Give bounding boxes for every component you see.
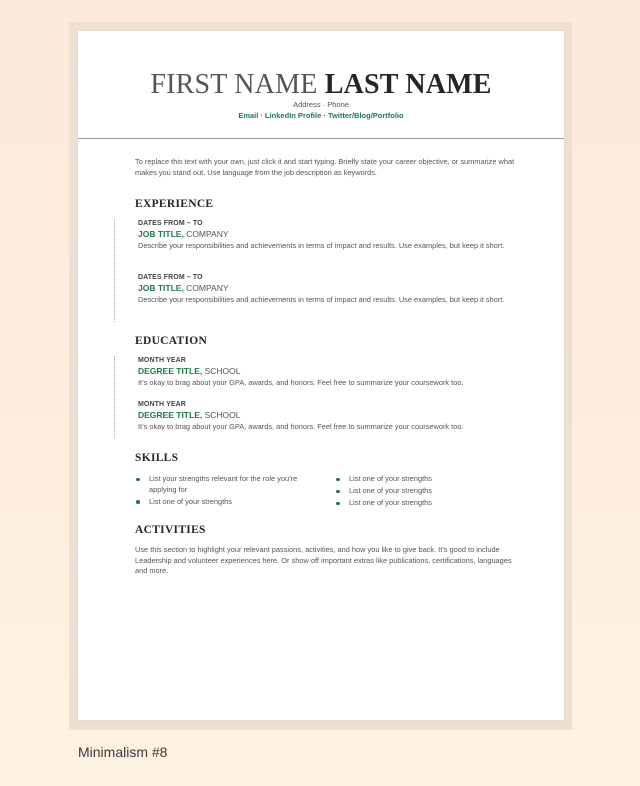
school: SCHOOL: [202, 366, 241, 376]
skills-heading: SKILLS: [135, 452, 179, 464]
entry-description: It’s okay to brag about your GPA, awards, and honors. Feel free to summarize your coursework too.: [138, 378, 464, 387]
entry-description: Describe your responsibilities and achievements in terms of impact and results. Use examples, but keep it short.: [138, 241, 505, 250]
entry-dates: DATES FROM – TO: [138, 274, 203, 281]
education-entry: [138, 401, 518, 433]
skill-item: List one of your strengths: [335, 486, 525, 497]
entry-dates: DATES FROM – TO: [138, 220, 203, 227]
education-heading: EDUCATION: [135, 335, 208, 347]
experience-heading: EXPERIENCE: [135, 198, 214, 210]
experience-entry: [138, 220, 518, 252]
job-title: JOB TITLE,: [138, 283, 184, 293]
contact-line: Address · Phone: [293, 100, 349, 109]
resume-page[interactable]: [78, 31, 564, 720]
school: SCHOOL: [202, 410, 241, 420]
header-divider: [78, 138, 564, 139]
entry-dates: MONTH YEAR: [138, 401, 186, 408]
education-timeline: [114, 356, 115, 438]
skills-list-left: [135, 474, 325, 509]
entry-role: [138, 410, 518, 420]
activities-heading: ACTIVITIES: [135, 524, 206, 536]
skill-item: List your strengths relevant for the role you’re applying for: [135, 474, 325, 495]
activities-text: Use this section to highlight your relevant passions, activities, and how you like to give back. It’s good to include Leadership and volunteer experiences here. Or show off important extras like publications, certifications, languages and more.: [135, 545, 512, 575]
skill-item: List one of your strengths: [135, 497, 325, 508]
entry-description: It’s okay to brag about your GPA, awards, and honors. Feel free to summarize your coursework too.: [138, 422, 464, 431]
skills-list-right: [335, 474, 525, 510]
entry-role: [138, 229, 518, 239]
entry-description: Describe your responsibilities and achievements in terms of impact and results. Use examples, but keep it short.: [138, 295, 505, 304]
skill-item: List one of your strengths: [335, 498, 525, 509]
links-line: Email · LinkedIn Profile · Twitter/Blog/Portfolio: [238, 111, 404, 120]
company: COMPANY: [183, 283, 229, 293]
education-entry: [138, 357, 518, 389]
skill-item: List one of your strengths: [335, 474, 525, 485]
objective-text: To replace this text with your own, just click it and start typing. Briefly state your career objective, or summarize what makes you stand out. Use language from the job description as keywords.: [135, 157, 515, 177]
degree-title: DEGREE TITLE,: [138, 366, 203, 376]
entry-role: [138, 366, 518, 376]
degree-title: DEGREE TITLE,: [138, 410, 203, 420]
experience-entry: [138, 274, 518, 306]
job-title: JOB TITLE,: [138, 229, 184, 239]
entry-dates: MONTH YEAR: [138, 357, 186, 364]
experience-timeline: [114, 219, 115, 322]
resume-name: [78, 69, 564, 101]
entry-role: [138, 283, 518, 293]
first-name: FIRST NAME: [150, 69, 318, 100]
last-name: LAST NAME: [324, 69, 492, 100]
template-caption: Minimalism #8: [78, 744, 168, 760]
company: COMPANY: [183, 229, 229, 239]
